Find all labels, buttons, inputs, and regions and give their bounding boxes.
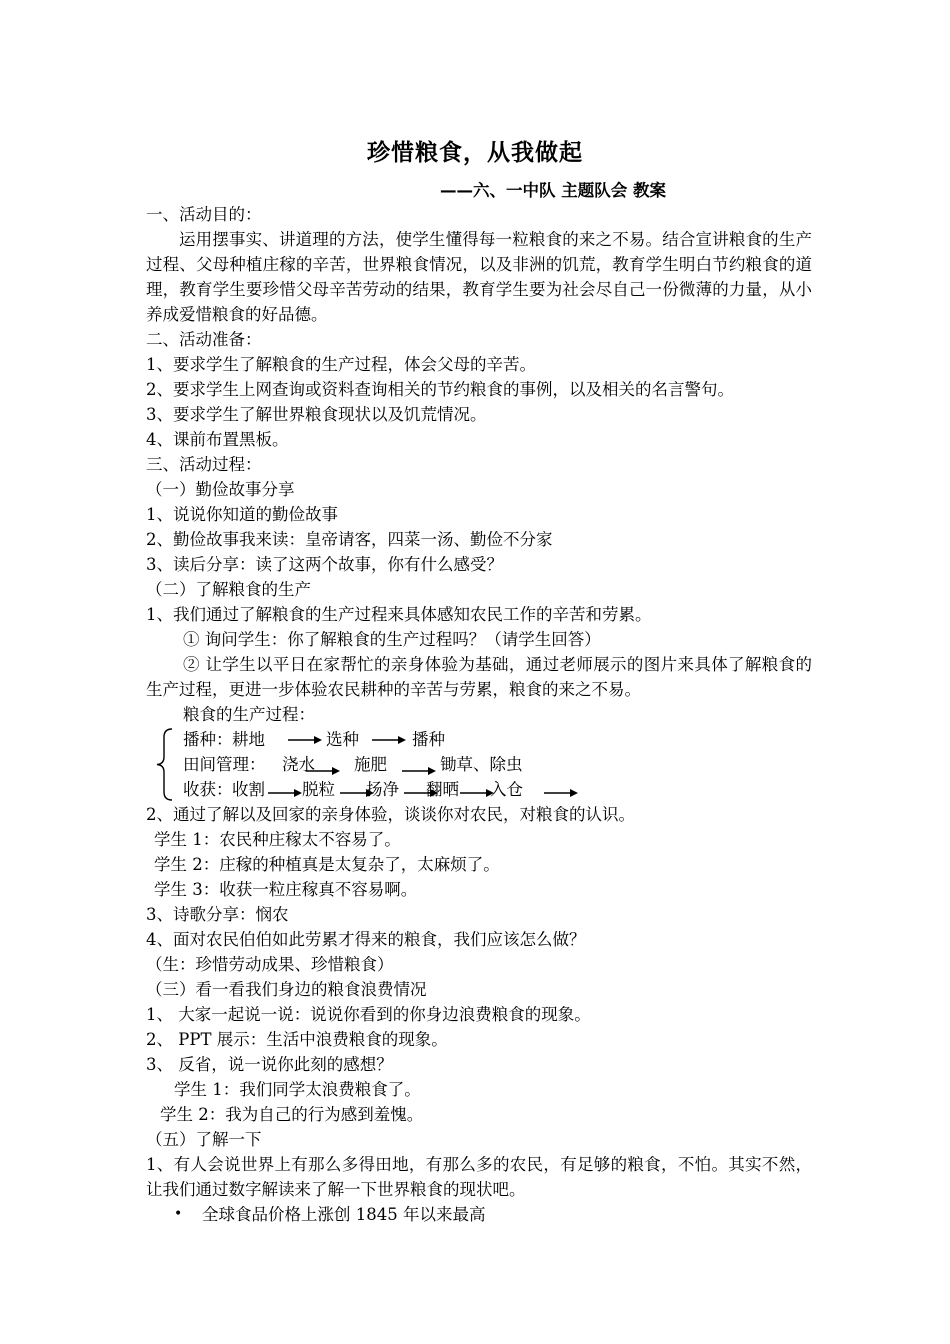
harvest-step: 收割 xyxy=(232,780,265,799)
part2-question-2: ② 让学生以平日在家帮忙的亲身体验为基础，通过老师展示的图片来具体了解粮食的生产过程，更进一步体验农民耕种的辛苦与劳累，粮食的来之不易。 xyxy=(146,655,812,699)
harvest-label: 收获： xyxy=(183,780,233,799)
bullet-item xyxy=(146,1202,812,1227)
part2-answer: （生：珍惜劳动成果、珍惜粮食） xyxy=(146,955,394,974)
harvest-step: 入仓 xyxy=(490,780,523,799)
preparation-item: 4、课前布置黑板。 xyxy=(146,430,289,449)
section-heading-process: 三、活动过程： xyxy=(146,455,262,474)
sowing-step: 耕地 xyxy=(232,730,265,749)
part3-item: 3、 反省，说一说你此刻的感想？ xyxy=(146,1055,393,1074)
field-step: 施肥 xyxy=(354,755,387,774)
part3-item: 2、 PPT 展示：生活中浪费粮食的现象。 xyxy=(146,1030,448,1049)
student-reflection: 学生 1：我们同学太浪费粮食了。 xyxy=(174,1080,421,1099)
student-answer: 学生 2：庄稼的种植真是太复杂了，太麻烦了。 xyxy=(154,855,500,874)
purpose-paragraph: 运用摆事实、讲道理的方法，使学生懂得每一粒粮食的来之不易。结合宣讲粮食的生产过程、父母种植庄稼的辛苦，世界粮食情况，以及非洲的饥荒，教育学生明白节约粮食的道理，教育学生要珍惜父母辛苦劳动的结果，教育学生要为社会尽自己一份微薄的力量，从小养成爱惜粮食的好品德。 xyxy=(146,230,812,324)
part2-question-1: ① 询问学生：你了解粮食的生产过程吗？（请学生回答） xyxy=(183,630,601,649)
arrow-right-icon xyxy=(268,788,302,798)
part1-item: 2、勤俭故事我来读：皇帝请客，四菜一汤、勤俭不分家 xyxy=(146,530,553,549)
left-brace-icon xyxy=(154,727,176,802)
part2-item-3: 3、诗歌分享：悯农 xyxy=(146,905,289,924)
sowing-step: 选种 xyxy=(326,730,359,749)
preparation-item: 1、要求学生了解粮食的生产过程，体会父母的辛苦。 xyxy=(146,355,536,374)
part5-heading: （五）了解一下 xyxy=(146,1130,262,1149)
production-process xyxy=(146,727,812,802)
process-label: 粮食的生产过程： xyxy=(183,705,315,724)
section-heading-preparation: 二、活动准备： xyxy=(146,330,262,349)
section-heading-purpose: 一、活动目的： xyxy=(146,205,262,224)
document-subtitle: ——六、一中队 主题队会 教案 xyxy=(440,181,666,200)
student-reflection: 学生 2：我为自己的行为感到羞愧。 xyxy=(160,1105,424,1124)
student-answer: 学生 3：收获一粒庄稼真不容易啊。 xyxy=(154,880,418,899)
bullet-text: 全球食品价格上涨创 1845 年以来最高 xyxy=(202,1205,486,1224)
arrow-right-icon xyxy=(460,788,494,798)
document-title: 珍惜粮食，从我做起 xyxy=(367,140,583,166)
arrow-right-icon xyxy=(306,766,340,776)
field-step: 锄草、除虫 xyxy=(440,755,523,774)
harvest-step: 扬净 xyxy=(366,780,399,799)
arrow-right-icon xyxy=(544,788,578,798)
sowing-label: 播种： xyxy=(183,730,233,749)
part2-item-4: 4、面对农民伯伯如此劳累才得来的粮食，我们应该怎么做？ xyxy=(146,930,586,949)
sowing-step: 播种 xyxy=(412,730,445,749)
arrow-right-icon xyxy=(372,735,406,745)
student-answer: 学生 1：农民种庄稼太不容易了。 xyxy=(154,830,401,849)
part3-heading: （三）看一看我们身边的粮食浪费情况 xyxy=(146,980,427,999)
harvest-step: 翻晒 xyxy=(426,780,459,799)
part2-item-1: 1、我们通过了解粮食的生产过程来具体感知农民工作的辛苦和劳累。 xyxy=(146,605,652,624)
bullet-icon: • xyxy=(174,1206,183,1222)
harvest-step: 脱粒 xyxy=(302,780,335,799)
arrow-right-icon xyxy=(288,735,322,745)
part2-item-2: 2、通过了解以及回家的亲身体验，谈谈你对农民，对粮食的认识。 xyxy=(146,805,635,824)
part1-item: 1、说说你知道的勤俭故事 xyxy=(146,505,338,524)
part1-item: 3、读后分享：读了这两个故事，你有什么感受？ xyxy=(146,555,503,574)
part2-heading: （二）了解粮食的生产 xyxy=(146,580,311,599)
part3-item: 1、 大家一起说一说：说说你看到的你身边浪费粮食的现象。 xyxy=(146,1005,591,1024)
preparation-item: 2、要求学生上网查询或资料查询相关的节约粮食的事例，以及相关的名言警句。 xyxy=(146,380,734,399)
field-step: 浇水 xyxy=(282,755,315,774)
document-body xyxy=(146,202,812,1227)
part5-item-1: 1、有人会说世界上有那么多得田地，有那么多的农民，有足够的粮食，不怕。其实不然，让我们通过数字解读来了解一下世界粮食的现状吧。 xyxy=(146,1155,812,1199)
arrow-right-icon xyxy=(402,766,436,776)
part1-heading: （一）勤俭故事分享 xyxy=(146,480,295,499)
field-label: 田间管理： xyxy=(183,755,266,774)
preparation-item: 3、要求学生了解世界粮食现状以及饥荒情况。 xyxy=(146,405,487,424)
